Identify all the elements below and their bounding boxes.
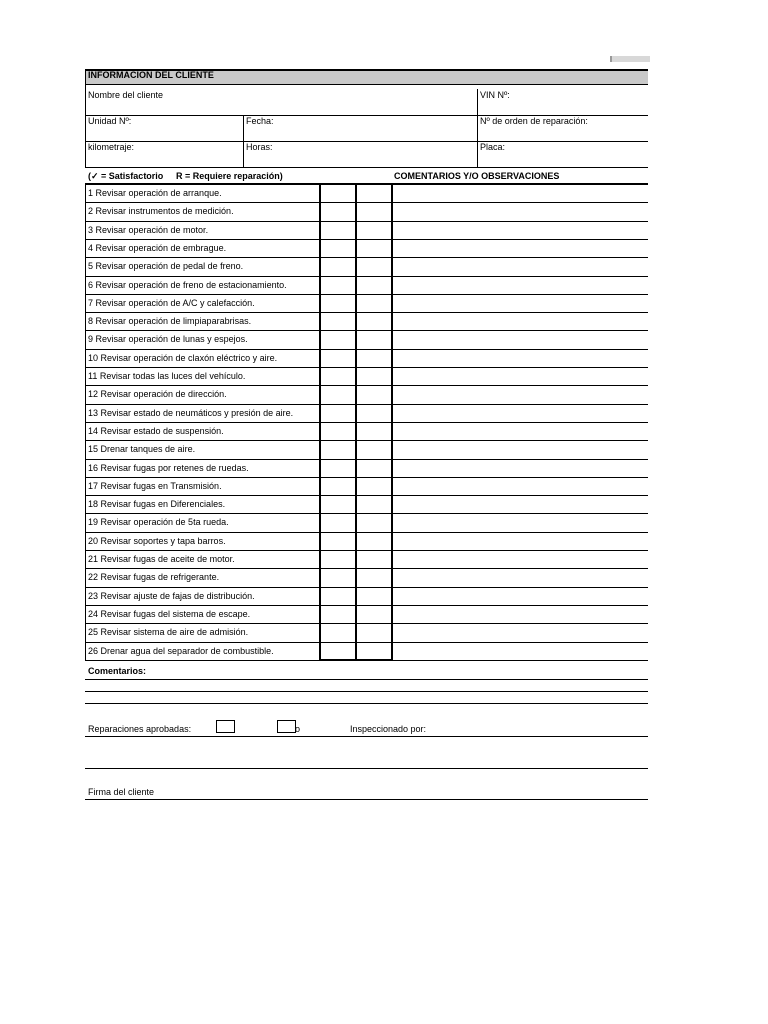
comment-cell[interactable] [394, 551, 647, 567]
field-kilometraje[interactable]: kilometraje: [88, 142, 135, 152]
comment-cell[interactable] [394, 240, 647, 256]
check-cell-satisfactorio[interactable] [321, 277, 354, 293]
check-cell-satisfactorio[interactable] [321, 350, 354, 366]
checklist-item: 3 Revisar operación de motor. [88, 224, 209, 235]
checklist-item: 21 Revisar fugas de aceite de motor. [88, 554, 235, 564]
checklist-item: 6 Revisar operación de freno de estacionamiento. [88, 279, 287, 290]
grid-line [85, 141, 648, 142]
check-column-border [355, 184, 357, 660]
field-unidad[interactable]: Unidad Nº: [88, 116, 132, 126]
comments-line[interactable] [85, 703, 648, 704]
section-title: INFORMACION DEL CLIENTE [88, 70, 214, 80]
check-cell-satisfactorio[interactable] [321, 368, 354, 384]
comment-cell[interactable] [394, 258, 647, 274]
checklist-item: 9 Revisar operación de lunas y espejos. [88, 334, 248, 345]
checklist-item: 14 Revisar estado de suspensión. [88, 425, 224, 436]
check-cell-satisfactorio[interactable] [321, 533, 354, 549]
checklist-item: 22 Revisar fugas de refrigerante. [88, 572, 220, 583]
check-cell-requiere[interactable] [357, 496, 390, 512]
comment-cell[interactable] [394, 569, 647, 585]
check-cell-satisfactorio[interactable] [321, 606, 354, 622]
check-cell-satisfactorio[interactable] [321, 643, 354, 659]
checklist-item: 5 Revisar operación de pedal de freno. [88, 261, 244, 272]
check-cell-satisfactorio[interactable] [321, 496, 354, 512]
legend-requiere: R = Requiere reparación) [176, 171, 283, 181]
comments-line[interactable] [85, 691, 648, 692]
checklist-item: 4 Revisar operación de embrague. [88, 242, 227, 253]
firma-label: Firma del cliente [88, 787, 155, 797]
comment-cell[interactable] [394, 368, 647, 384]
checklist-item: 18 Revisar fugas en Diferenciales. [88, 499, 226, 510]
checklist-item: 15 Drenar tanques de aire. [88, 444, 196, 455]
field-horas[interactable]: Horas: [246, 142, 273, 152]
checklist-item: 17 Revisar fugas en Transmisión. [88, 480, 222, 491]
check-cell-satisfactorio[interactable] [321, 295, 354, 311]
check-cell-satisfactorio[interactable] [321, 203, 354, 219]
comment-cell[interactable] [394, 185, 647, 201]
checklist-left-border [85, 184, 86, 660]
field-vin[interactable]: VIN Nº: [480, 90, 510, 100]
check-cell-requiere[interactable] [357, 460, 390, 476]
check-cell-satisfactorio[interactable] [321, 386, 354, 402]
check-cell-satisfactorio[interactable] [321, 441, 354, 457]
comment-cell[interactable] [394, 514, 647, 530]
check-cell-requiere[interactable] [357, 203, 390, 219]
comment-cell[interactable] [394, 222, 647, 238]
comment-cell[interactable] [394, 460, 647, 476]
field-nombre[interactable]: Nombre del cliente [88, 90, 164, 100]
checklist-bottom [85, 660, 319, 661]
checklist-item: 25 Revisar sistema de aire de admisión. [88, 627, 249, 638]
comment-cell[interactable] [394, 441, 647, 457]
check-cell-requiere[interactable] [357, 185, 390, 201]
comment-cell[interactable] [394, 533, 647, 549]
check-cell-requiere[interactable] [357, 606, 390, 622]
legend-satisfactorio: (✓ = Satisfactorio [88, 171, 164, 181]
check-cell-requiere[interactable] [357, 533, 390, 549]
comment-cell[interactable] [394, 313, 647, 329]
comment-cell[interactable] [394, 331, 647, 347]
check-cell-requiere[interactable] [357, 258, 390, 274]
comment-cell[interactable] [394, 295, 647, 311]
check-cell-requiere[interactable] [357, 368, 390, 384]
grid-border-left [85, 69, 86, 167]
checklist-item: 12 Revisar operación de dirección. [88, 389, 227, 400]
comment-cell[interactable] [394, 624, 647, 640]
check-cell-satisfactorio[interactable] [321, 423, 354, 439]
check-cell-requiere[interactable] [357, 643, 390, 659]
signature-line[interactable] [85, 736, 648, 737]
checklist-item: 10 Revisar operación de claxón eléctrico y aire. [88, 352, 278, 363]
comment-cell[interactable] [394, 588, 647, 604]
check-column-border [391, 184, 393, 660]
check-cell-requiere[interactable] [357, 405, 390, 421]
check-cell-satisfactorio[interactable] [321, 569, 354, 585]
checklist-item: 16 Revisar fugas por retenes de ruedas. [88, 462, 249, 473]
check-cell-requiere[interactable] [357, 331, 390, 347]
check-cell-requiere[interactable] [357, 350, 390, 366]
check-cell-requiere[interactable] [357, 441, 390, 457]
checklist-item: 11 Revisar todas las luces del vehículo. [88, 371, 246, 381]
checklist-item: 7 Revisar operación de A/C y calefacción. [88, 297, 255, 308]
check-cell-satisfactorio[interactable] [321, 331, 354, 347]
comments-line[interactable] [85, 679, 648, 680]
comments-label: Comentarios: [88, 666, 147, 676]
check-cell-satisfactorio[interactable] [321, 588, 354, 604]
check-cell-requiere[interactable] [357, 295, 390, 311]
field-placa[interactable]: Placa: [480, 142, 506, 152]
signature-line[interactable] [85, 768, 648, 769]
comment-cell[interactable] [394, 405, 647, 421]
check-cell-requiere[interactable] [357, 588, 390, 604]
comment-cell[interactable] [394, 606, 647, 622]
approval-checkbox[interactable] [216, 720, 235, 733]
check-cell-satisfactorio[interactable] [321, 258, 354, 274]
grid-divider [243, 115, 244, 167]
checklist-item: 24 Revisar fugas del sistema de escape. [88, 608, 251, 619]
check-cell-requiere[interactable] [357, 423, 390, 439]
approval-checkbox-alt[interactable] [277, 720, 296, 733]
firma-line[interactable] [85, 799, 648, 800]
check-cell-satisfactorio[interactable] [321, 514, 354, 530]
check-cell-satisfactorio[interactable] [321, 405, 354, 421]
checklist-item: 13 Revisar estado de neumáticos y presión de aire. [88, 407, 294, 418]
check-cell-requiere[interactable] [357, 478, 390, 494]
grid-line [85, 167, 648, 168]
checklist-item: 26 Drenar agua del separador de combustible. [88, 645, 274, 656]
comment-cell[interactable] [394, 386, 647, 402]
comment-cell[interactable] [394, 350, 647, 366]
check-cell-satisfactorio[interactable] [321, 478, 354, 494]
comment-cell[interactable] [394, 423, 647, 439]
check-column-bottom [319, 659, 393, 661]
check-cell-satisfactorio[interactable] [321, 551, 354, 567]
checklist-item: 1 Revisar operación de arranque. [88, 188, 222, 198]
reparaciones-label: Reparaciones aprobadas: [88, 724, 192, 734]
page-corner-mark [610, 56, 650, 62]
check-cell-requiere[interactable] [357, 240, 390, 256]
checklist-item: 8 Revisar operación de limpiaparabrisas. [88, 316, 252, 327]
check-cell-satisfactorio[interactable] [321, 240, 354, 256]
checklist-item: 2 Revisar instrumentos de medición. [88, 206, 234, 217]
check-cell-satisfactorio[interactable] [321, 624, 354, 640]
check-cell-satisfactorio[interactable] [321, 313, 354, 329]
check-cell-satisfactorio[interactable] [321, 460, 354, 476]
checklist-item: 19 Revisar operación de 5ta rueda. [88, 517, 229, 528]
field-orden[interactable]: Nº de orden de reparación: [480, 116, 588, 126]
comments-header: COMENTARIOS Y/O OBSERVACIONES [394, 171, 560, 181]
check-column-border [319, 184, 321, 660]
field-fecha[interactable]: Fecha: [246, 116, 274, 126]
check-cell-requiere[interactable] [357, 514, 390, 530]
checklist-item: 23 Revisar ajuste de fajas de distribución. [88, 590, 255, 601]
comment-cell[interactable] [394, 203, 647, 219]
check-cell-satisfactorio[interactable] [321, 185, 354, 201]
checklist-item: 20 Revisar soportes y tapa barros. [88, 535, 226, 546]
comment-cell[interactable] [394, 643, 647, 659]
comment-cell[interactable] [394, 496, 647, 512]
comment-cell[interactable] [394, 277, 647, 293]
option-o-label: o [295, 724, 301, 734]
check-cell-requiere[interactable] [357, 624, 390, 640]
grid-divider [477, 89, 478, 167]
check-cell-requiere[interactable] [357, 569, 390, 585]
check-cell-requiere[interactable] [357, 386, 390, 402]
check-cell-satisfactorio[interactable] [321, 222, 354, 238]
check-cell-requiere[interactable] [357, 222, 390, 238]
inspeccionado-label: Inspeccionado por: [350, 724, 427, 734]
check-cell-requiere[interactable] [357, 277, 390, 293]
comment-cell[interactable] [394, 478, 647, 494]
check-cell-requiere[interactable] [357, 551, 390, 567]
check-cell-requiere[interactable] [357, 313, 390, 329]
